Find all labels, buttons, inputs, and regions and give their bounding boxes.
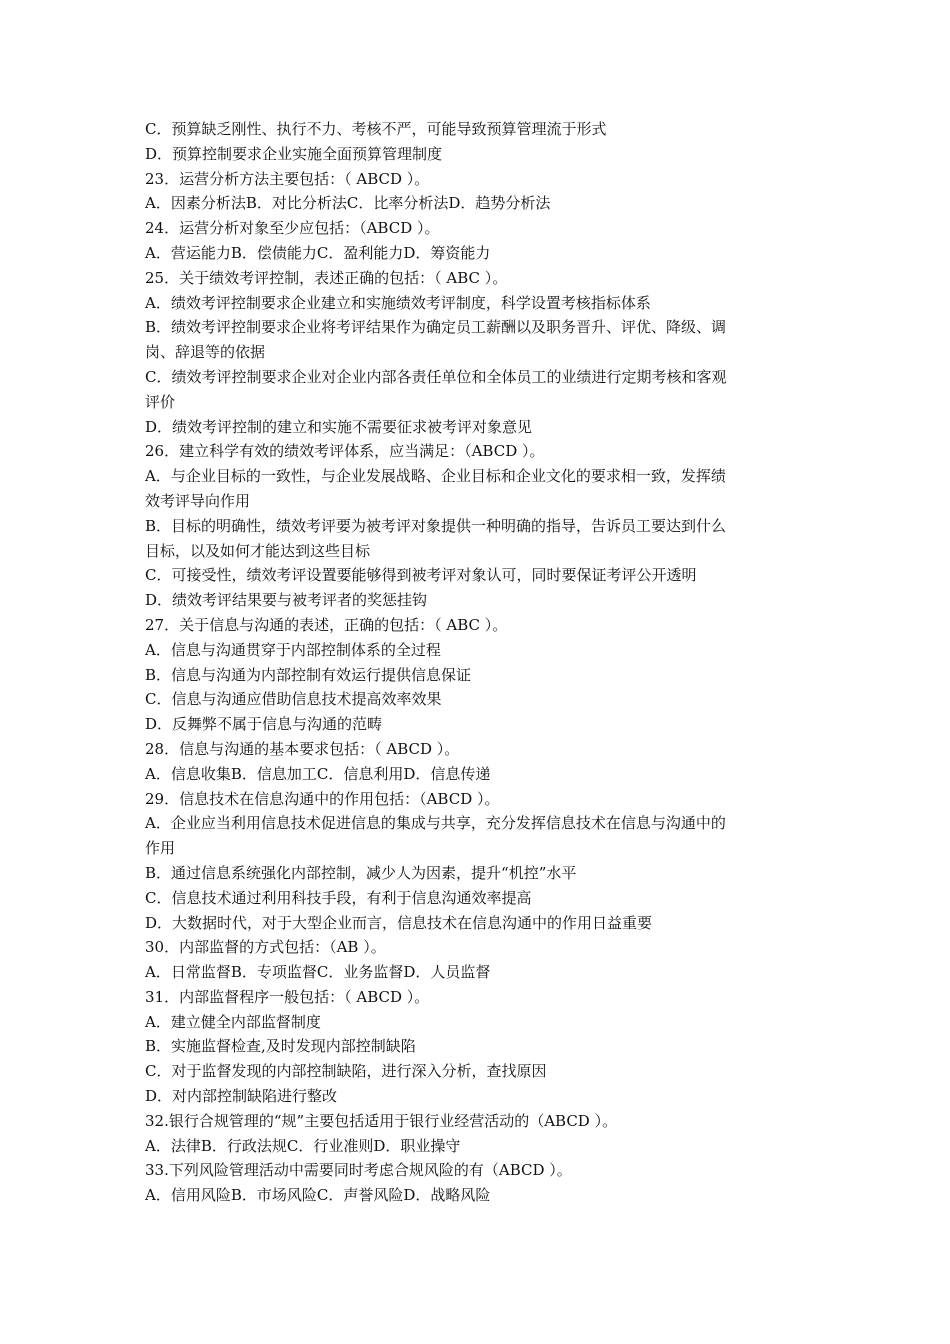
text-line: D．预算控制要求企业实施全面预算管理制度 [145,144,443,163]
question-line: 32.银行合规管理的“规”主要包括适用于银行业经营活动的（ABCD ）。 [145,1111,618,1130]
question-line: 27．关于信息与沟通的表述，正确的包括：（ ABC ）。 [145,615,508,634]
option-line: C．信息技术通过利用科技手段，有利于信息沟通效率提高 [145,888,532,907]
option-line: A．信息与沟通贯穿于内部控制体系的全过程 [145,640,441,659]
option-line: B．信息与沟通为内部控制有效运行提供信息保证 [145,665,472,684]
option-line: B．目标的明确性，绩效考评要为被考评对象提供一种明确的指导，告诉员工要达到什么 [145,516,727,535]
option-line: C．可接受性，绩效考评设置要能够得到被考评对象认可，同时要保证考评公开透明 [145,566,697,585]
option-line: C．信息与沟通应借助信息技术提高效率效果 [145,690,442,709]
option-line: C．对于监督发现的内部控制缺陷，进行深入分析，查找原因 [145,1062,547,1081]
option-line: A．因素分析法B．对比分析法C．比率分析法D．趋势分析法 [145,194,551,213]
question-line: 26．建立科学有效的绩效考评体系，应当满足：（ABCD ）。 [145,442,545,461]
option-line: B．通过信息系统强化内部控制，减少人为因素，提升“机控”水平 [145,863,577,882]
option-line: A．营运能力B．偿债能力C．盈利能力D．筹资能力 [145,243,491,262]
option-line: D．绩效考评控制的建立和实施不需要征求被考评对象意见 [145,417,533,436]
question-line: 29．信息技术在信息沟通中的作用包括：（ABCD ）。 [145,789,500,808]
option-line-continued: 岗、辞退等的依据 [145,343,266,362]
question-line: 33.下列风险管理活动中需要同时考虑合规风险的有（ABCD ）。 [145,1161,572,1180]
option-line-continued: 目标，以及如何才能达到这些目标 [145,541,371,560]
document-body [145,117,805,1208]
option-line: D．大数据时代，对于大型企业而言，信息技术在信息沟通中的作用日益重要 [145,913,653,932]
option-line: D．反舞弊不属于信息与沟通的范畴 [145,715,383,734]
option-line: A．企业应当利用信息技术促进信息的集成与共享，充分发挥信息技术在信息与沟通中的 [145,814,726,833]
option-line-continued: 评价 [145,392,176,411]
option-line: A．信用风险B．市场风险C．声誉风险D．战略风险 [145,1186,491,1205]
question-line: 24．运营分析对象至少应包括：（ABCD ）。 [145,219,440,238]
question-line: 28．信息与沟通的基本要求包括：（ ABCD ）。 [145,739,460,758]
question-line: 31．内部监督程序一般包括：（ ABCD ）。 [145,987,430,1006]
option-line-continued: 效考评导向作用 [145,491,251,510]
text-line: C．预算缺乏刚性、执行不力、考核不严，可能导致预算管理流于形式 [145,120,607,138]
option-line: D．对内部控制缺陷进行整改 [145,1087,338,1106]
option-line-continued: 作用 [145,839,176,858]
option-line: A．建立健全内部监督制度 [145,1012,321,1031]
question-line: 25．关于绩效考评控制，表述正确的包括：（ ABC ）。 [145,268,508,287]
option-line: B．绩效考评控制要求企业将考评结果作为确定员工薪酬以及职务晋升、评优、降级、调 [145,318,727,337]
option-line: B．实施监督检查,及时发现内部控制缺陷 [145,1037,416,1056]
option-line: A．绩效考评控制要求企业建立和实施绩效考评制度，科学设置考核指标体系 [145,293,651,312]
option-line: A．与企业目标的一致性，与企业发展战略、企业目标和企业文化的要求相一致，发挥绩 [145,467,726,486]
option-line: A．信息收集B．信息加工C．信息利用D．信息传递 [145,764,491,783]
option-line: A．法律B．行政法规C．行业准则D．职业操守 [145,1136,461,1155]
option-line: A．日常监督B．专项监督C．业务监督D．人员监督 [145,963,491,982]
question-line: 23．运营分析方法主要包括：（ ABCD ）。 [145,169,430,188]
option-line: C．绩效考评控制要求企业对企业内部各责任单位和全体员工的业绩进行定期考核和客观 [145,367,727,386]
question-line: 30．内部监督的方式包括：（AB ）。 [145,938,386,957]
option-line: D．绩效考评结果要与被考评者的奖惩挂钩 [145,591,428,610]
